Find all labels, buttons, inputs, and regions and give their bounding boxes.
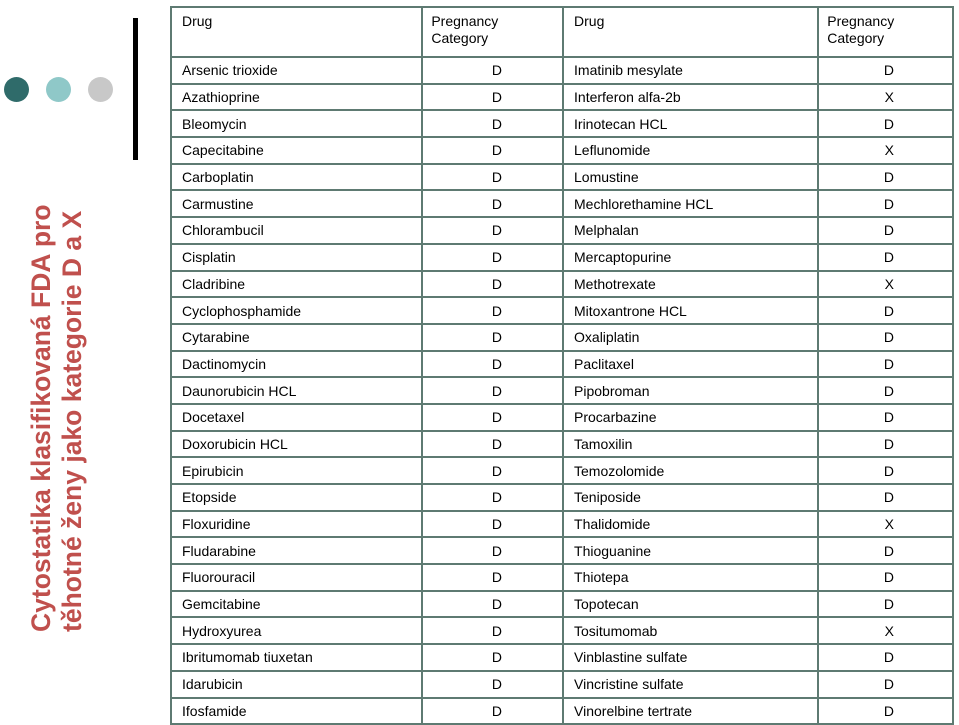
- pregnancy-category-left: D: [422, 324, 563, 351]
- pregnancy-category-left: D: [422, 431, 563, 458]
- pregnancy-category-right: D: [818, 671, 953, 698]
- drug-name-left: Arsenic trioxide: [171, 57, 422, 84]
- drug-name-left: Cytarabine: [171, 324, 422, 351]
- decorative-vertical-bar: [133, 18, 138, 160]
- header-drug-right: Drug: [563, 7, 818, 57]
- pregnancy-category-right: D: [818, 698, 953, 725]
- pregnancy-category-right: D: [818, 110, 953, 137]
- pregnancy-category-left: D: [422, 511, 563, 538]
- drug-name-left: Capecitabine: [171, 137, 422, 164]
- pregnancy-category-left: D: [422, 351, 563, 378]
- drug-name-left: Epirubicin: [171, 457, 422, 484]
- drug-name-right: Procarbazine: [563, 404, 818, 431]
- drug-name-right: Methotrexate: [563, 271, 818, 298]
- drug-name-left: Hydroxyurea: [171, 617, 422, 644]
- pregnancy-category-right: D: [818, 591, 953, 618]
- drug-name-right: Temozolomide: [563, 457, 818, 484]
- pregnancy-category-left: D: [422, 404, 563, 431]
- pregnancy-category-right: D: [818, 564, 953, 591]
- pregnancy-category-right: D: [818, 484, 953, 511]
- drug-name-right: Tositumomab: [563, 617, 818, 644]
- drug-name-left: Chlorambucil: [171, 217, 422, 244]
- drug-name-right: Teniposide: [563, 484, 818, 511]
- pregnancy-category-right: D: [818, 457, 953, 484]
- pregnancy-category-left: D: [422, 457, 563, 484]
- drug-name-left: Floxuridine: [171, 511, 422, 538]
- table-row: [171, 511, 953, 538]
- pregnancy-category-left: D: [422, 110, 563, 137]
- pregnancy-category-right: X: [818, 511, 953, 538]
- decorative-dot-teal: [46, 77, 71, 102]
- table-row: [171, 484, 953, 511]
- table-row: [171, 324, 953, 351]
- pregnancy-category-right: D: [818, 297, 953, 324]
- table-row: [171, 297, 953, 324]
- drug-name-right: Interferon alfa-2b: [563, 84, 818, 111]
- slide-title-line-2: těhotné ženy jako kategorie D a X: [57, 210, 87, 632]
- decorative-dot-dark: [4, 77, 29, 102]
- drug-name-right: Oxaliplatin: [563, 324, 818, 351]
- table-row: [171, 564, 953, 591]
- slide-title-line-1: Cytostatika klasifikovaná FDA pro: [26, 204, 56, 632]
- pregnancy-category-left: D: [422, 564, 563, 591]
- pregnancy-category-left: D: [422, 137, 563, 164]
- table-row: [171, 164, 953, 191]
- table-row: [171, 377, 953, 404]
- pregnancy-category-left: D: [422, 484, 563, 511]
- table-row: [171, 271, 953, 298]
- table-row: [171, 698, 953, 725]
- pregnancy-category-left: D: [422, 190, 563, 217]
- drug-name-right: Mitoxantrone HCL: [563, 297, 818, 324]
- drug-name-left: Carmustine: [171, 190, 422, 217]
- table-row: [171, 671, 953, 698]
- drug-name-left: Bleomycin: [171, 110, 422, 137]
- table-row: [171, 431, 953, 458]
- pregnancy-category-right: X: [818, 137, 953, 164]
- drug-name-right: Mechlorethamine HCL: [563, 190, 818, 217]
- table-row: [171, 591, 953, 618]
- table-row: [171, 57, 953, 84]
- pregnancy-category-left: D: [422, 617, 563, 644]
- pregnancy-category-left: D: [422, 244, 563, 271]
- table-row: [171, 137, 953, 164]
- pregnancy-category-left: D: [422, 698, 563, 725]
- drug-name-left: Fludarabine: [171, 537, 422, 564]
- drug-name-left: Dactinomycin: [171, 351, 422, 378]
- drug-name-right: Irinotecan HCL: [563, 110, 818, 137]
- drug-pregnancy-table: [170, 6, 954, 725]
- drug-name-left: Etopside: [171, 484, 422, 511]
- drug-name-right: Thalidomide: [563, 511, 818, 538]
- header-category-right: Pregnancy Category: [818, 7, 953, 57]
- table-row: [171, 537, 953, 564]
- pregnancy-category-right: D: [818, 164, 953, 191]
- table-row: [171, 110, 953, 137]
- table-body: [171, 57, 953, 724]
- pregnancy-category-left: D: [422, 377, 563, 404]
- pregnancy-category-right: D: [818, 217, 953, 244]
- pregnancy-category-right: D: [818, 377, 953, 404]
- header-category-left: Pregnancy Category: [422, 7, 563, 57]
- pregnancy-category-left: D: [422, 271, 563, 298]
- drug-name-right: Thioguanine: [563, 537, 818, 564]
- table-row: [171, 617, 953, 644]
- table-row: [171, 404, 953, 431]
- decorative-dot-gray: [88, 77, 113, 102]
- drug-name-left: Daunorubicin HCL: [171, 377, 422, 404]
- drug-name-left: Cyclophosphamide: [171, 297, 422, 324]
- table-row: [171, 644, 953, 671]
- drug-name-left: Gemcitabine: [171, 591, 422, 618]
- table-row: [171, 457, 953, 484]
- drug-name-left: Cisplatin: [171, 244, 422, 271]
- pregnancy-category-left: D: [422, 644, 563, 671]
- table-row: [171, 244, 953, 271]
- slide-title: [26, 180, 96, 632]
- pregnancy-category-right: D: [818, 644, 953, 671]
- pregnancy-category-left: D: [422, 164, 563, 191]
- drug-name-right: Thiotepa: [563, 564, 818, 591]
- drug-name-right: Tamoxilin: [563, 431, 818, 458]
- drug-name-left: Idarubicin: [171, 671, 422, 698]
- drug-name-right: Lomustine: [563, 164, 818, 191]
- pregnancy-category-left: D: [422, 537, 563, 564]
- pregnancy-category-right: X: [818, 271, 953, 298]
- pregnancy-category-right: D: [818, 537, 953, 564]
- drug-name-left: Azathioprine: [171, 84, 422, 111]
- pregnancy-category-right: D: [818, 351, 953, 378]
- pregnancy-category-right: D: [818, 404, 953, 431]
- table-row: [171, 84, 953, 111]
- pregnancy-category-left: D: [422, 84, 563, 111]
- drug-name-left: Ibritumomab tiuxetan: [171, 644, 422, 671]
- drug-name-left: Fluorouracil: [171, 564, 422, 591]
- drug-name-right: Melphalan: [563, 217, 818, 244]
- header-drug-left: Drug: [171, 7, 422, 57]
- drug-name-left: Cladribine: [171, 271, 422, 298]
- drug-name-right: Imatinib mesylate: [563, 57, 818, 84]
- pregnancy-category-right: D: [818, 244, 953, 271]
- pregnancy-category-right: D: [818, 431, 953, 458]
- drug-name-right: Vinblastine sulfate: [563, 644, 818, 671]
- drug-name-right: Topotecan: [563, 591, 818, 618]
- table-row: [171, 351, 953, 378]
- pregnancy-category-right: D: [818, 324, 953, 351]
- pregnancy-category-left: D: [422, 297, 563, 324]
- drug-name-left: Docetaxel: [171, 404, 422, 431]
- drug-name-right: Paclitaxel: [563, 351, 818, 378]
- drug-name-right: Mercaptopurine: [563, 244, 818, 271]
- pregnancy-category-right: X: [818, 617, 953, 644]
- pregnancy-category-right: D: [818, 57, 953, 84]
- table-row: [171, 217, 953, 244]
- table-header-row: [171, 7, 953, 57]
- drug-name-right: Pipobroman: [563, 377, 818, 404]
- table-row: [171, 190, 953, 217]
- drug-name-right: Vinorelbine tertrate: [563, 698, 818, 725]
- drug-name-left: Doxorubicin HCL: [171, 431, 422, 458]
- pregnancy-category-left: D: [422, 57, 563, 84]
- pregnancy-category-left: D: [422, 591, 563, 618]
- drug-name-left: Carboplatin: [171, 164, 422, 191]
- pregnancy-category-right: X: [818, 84, 953, 111]
- drug-name-right: Leflunomide: [563, 137, 818, 164]
- pregnancy-category-left: D: [422, 671, 563, 698]
- drug-name-left: Ifosfamide: [171, 698, 422, 725]
- drug-name-right: Vincristine sulfate: [563, 671, 818, 698]
- pregnancy-category-left: D: [422, 217, 563, 244]
- pregnancy-category-right: D: [818, 190, 953, 217]
